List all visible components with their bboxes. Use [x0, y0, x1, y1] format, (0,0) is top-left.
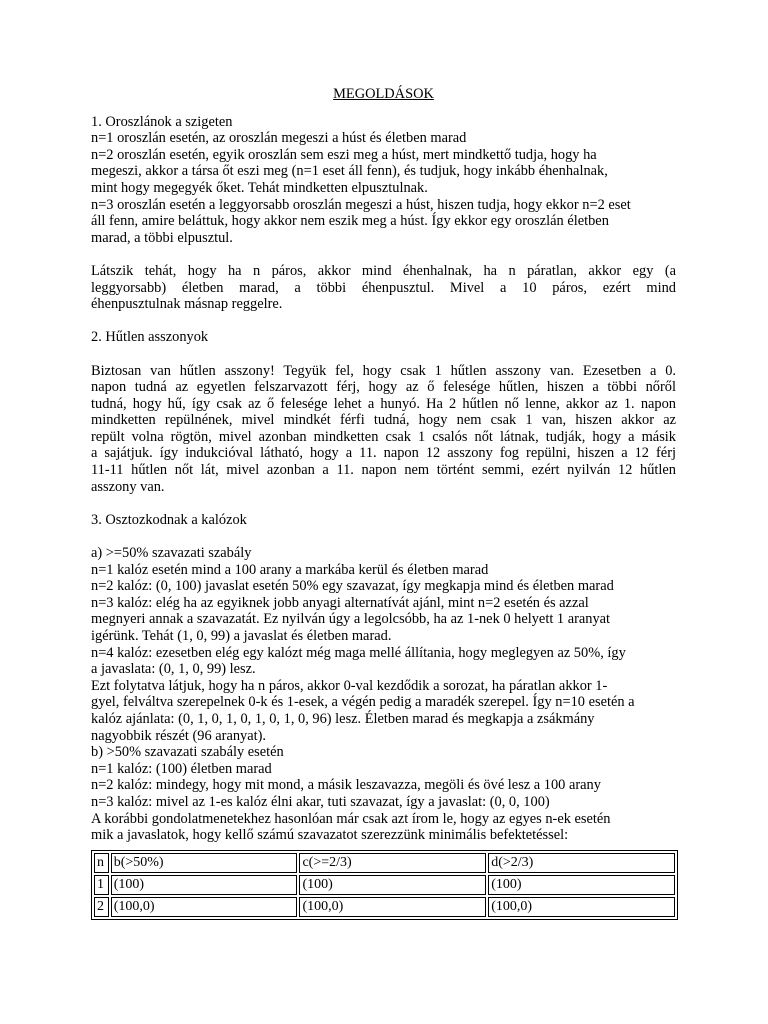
table-row — [94, 875, 675, 895]
text-line: a sajátjuk. így indukcióval látható, hogy a 11. napon 12 asszony fog repülni, hiszen a 12 férj — [91, 445, 676, 462]
section-heading: 2. Hűtlen asszonyok — [91, 329, 209, 346]
text-line: igérünk. Tehát (1, 0, 99) a javaslat és életben marad. — [91, 628, 392, 644]
text-line: n=2 kalóz: (0, 100) javaslat esetén 50% egy szavazat, így megkapja mind és életben marad — [91, 578, 614, 595]
text-line: n=3 kalóz: mivel az 1-es kalóz élni akar, tuti szavazat, így a javaslat: (0, 0, 100) — [91, 793, 550, 810]
text-line: megnyeri annak a szavazatát. Ez nyilván úgy a legolcsóbb, ha az 1-nek 0 helyett 1 aranyat — [91, 611, 611, 628]
table-header-cell: b(>50%) — [111, 853, 298, 873]
text-line: éhenpusztulnak másnap reggelre. — [91, 296, 283, 313]
text-line: n=1 kalóz esetén mind a 100 arany a markába kerül és életben marad — [91, 561, 489, 578]
text-line: a javaslata: (0, 1, 0, 99) lesz. — [91, 661, 256, 678]
text-line: napon tudná az egyetlen felszarvazott férj, hogy az ő felesége hűtlen, hiszen a többi nőről — [91, 379, 676, 396]
text-line: A korábbi gondolatmenetekhez hasonlóan már csak azt írom le, hogy az egyes n-ek esetén — [91, 810, 611, 827]
table-header-cell: d(>2/3) — [488, 853, 675, 873]
section-heading: 3. Osztozkodnak a kalózok — [91, 511, 247, 528]
section-lions — [91, 114, 676, 313]
text-line: 11-11 hűtlen nőt lát, mivel azonban a 11. napon nem történt semmi, ezért nyilván 12 hűtlen — [91, 462, 676, 479]
text-line: mindketten repülnének, mivel mindkét férfi tudná, hogy nem csak 1 van, hiszen akkor az — [91, 412, 676, 429]
text-line: n=3 kalóz: elég ha az egyiknek jobb anyagi alternatívát ajánl, mint n=2 esetén és azzal — [91, 594, 589, 611]
text-line: n=4 kalóz: ezesetben elég egy kalózt még maga mellé állítania, hogy meglegyen az 50%, így — [91, 644, 626, 661]
text-line: n=2 oroszlán esetén, egyik oroszlán sem eszi meg a húst, mert mindkettő tudja, hogy ha — [91, 146, 597, 163]
text-line: a) >=50% szavazati szabály — [91, 545, 252, 562]
text-line: repült volna rögtön, mivel azonban mindketten csak 1 csalós nőt látnak, tudják, hogy a másik — [91, 428, 676, 445]
text-line: n=2 kalóz: mindegy, hogy mit mond, a másik leszavazza, megöli és övé lesz a 100 arany — [91, 777, 601, 794]
section-heading: 1. Oroszlánok a szigeten — [91, 113, 233, 130]
text-line: kalóz ajánlata: (0, 1, 0, 1, 0, 1, 0, 1, 0, 96) lesz. Életben marad és megkapja a zsákmány — [91, 710, 595, 727]
solutions-table — [91, 850, 678, 920]
page-title: MEGOLDÁSOK — [333, 86, 434, 102]
text-line: megeszi, akkor a társa őt eszi meg (n=1 eset áll fenn), és tudjuk, hogy inkább éhenhalnak, — [91, 163, 608, 180]
table-cell: (100) — [111, 875, 298, 895]
text-line: mint hogy megegyék őket. Tehát mindketten elpusztulnak. — [91, 179, 428, 196]
text-line: áll fenn, amire beláttuk, hogy akkor nem eszik meg a húst. Így ekkor egy oroszlán életben — [91, 213, 609, 230]
document-body — [91, 86, 676, 920]
table-header-cell: c(>=2/3) — [299, 853, 486, 873]
table-row — [94, 897, 675, 917]
table-cell: (100,0) — [488, 897, 675, 917]
table-header-cell: n — [94, 853, 109, 873]
section-unfaithful-wives — [91, 329, 676, 495]
text-line: Biztosan van hűtlen asszony! Tegyük fel, hogy csak 1 hűtlen asszony van. Ezesetben a 0. — [91, 362, 676, 379]
table-cell: (100) — [488, 875, 675, 895]
text-line: leggyorsabb) életben marad, a többi éhenpusztul. Mivel a 10 páros, ezért mind — [91, 279, 676, 296]
table-cell: 2 — [94, 897, 109, 917]
text-line: n=1 kalóz: (100) életben marad — [91, 760, 272, 777]
text-line: Látszik tehát, hogy ha n páros, akkor mind éhenhalnak, ha n páratlan, akkor egy (a — [91, 262, 676, 279]
table-cell: (100,0) — [111, 897, 298, 917]
text-line: tudná, hogy hű, így csak az ő felesége lehet a hunyó. Ha 2 hűtlen nő lenne, akkor az 1. napon — [91, 395, 676, 412]
text-line: gyel, felváltva szerepelnek 0-k és 1-esek, a végén pedig a maradék szerepel. Így n=10 esetén a — [91, 694, 635, 711]
text-line: marad, a többi elpusztul. — [91, 229, 233, 246]
table-header-row — [94, 853, 675, 873]
text-line: n=1 oroszlán esetén, az oroszlán megeszi a húst és életben marad — [91, 130, 467, 147]
section-pirates — [91, 512, 676, 920]
text-line: asszony van. — [91, 478, 165, 495]
text-line: nagyobbik részét (96 aranyat). — [91, 727, 267, 744]
text-line: n=3 oroszlán esetén a leggyorsabb oroszlán megeszi a húst, hiszen tudja, hogy ekkor n=2 eset — [91, 196, 631, 213]
text-line: mik a javaslatok, hogy kellő számú szavazatot szerezzünk minimális befektetéssel: — [91, 827, 569, 844]
table-cell: (100) — [299, 875, 486, 895]
text-line: b) >50% szavazati szabály esetén — [91, 744, 284, 761]
table-cell: (100,0) — [299, 897, 486, 917]
table-cell: 1 — [94, 875, 109, 895]
text-line: Ezt folytatva látjuk, hogy ha n páros, akkor 0-val kezdődik a sorozat, ha páratlan akkor 1- — [91, 677, 608, 694]
